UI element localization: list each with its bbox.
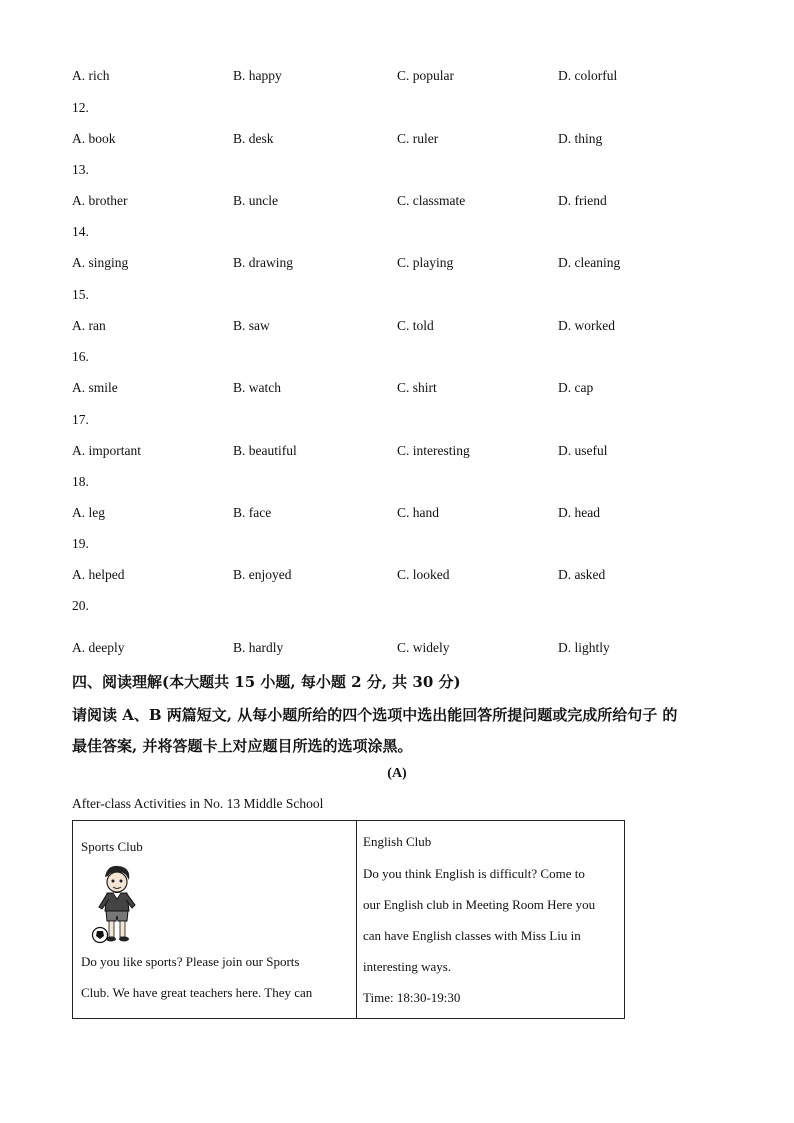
answer-row bbox=[0, 505, 794, 525]
option-c: C. looked bbox=[397, 567, 450, 582]
option-d: D. head bbox=[558, 505, 600, 520]
option-c: C. popular bbox=[397, 68, 454, 83]
clubs-table bbox=[72, 820, 625, 1019]
option-c: C. widely bbox=[397, 640, 450, 655]
answer-row bbox=[0, 193, 794, 213]
option-d: D. useful bbox=[558, 443, 608, 458]
english-club-cell bbox=[357, 821, 625, 1019]
answer-row bbox=[0, 68, 794, 88]
sports-club-text-line: Do you like sports? Please join our Sports bbox=[81, 954, 300, 969]
option-a: A. smile bbox=[72, 380, 118, 395]
answer-row bbox=[0, 380, 794, 400]
option-b: B. beautiful bbox=[233, 443, 297, 458]
answer-row bbox=[0, 255, 794, 275]
question-number: 14. bbox=[72, 224, 89, 239]
english-club-text-line: interesting ways. bbox=[363, 959, 452, 974]
option-d: D. thing bbox=[558, 131, 603, 146]
question-number: 18. bbox=[72, 474, 89, 489]
option-c: C. shirt bbox=[397, 380, 437, 395]
answer-row bbox=[0, 640, 794, 660]
answer-row bbox=[0, 318, 794, 338]
sports-club-title: Sports Club bbox=[81, 839, 143, 854]
question-number: 16. bbox=[72, 349, 89, 364]
option-a: A. ran bbox=[72, 318, 106, 333]
option-d: D. cap bbox=[558, 380, 594, 395]
question-number: 15. bbox=[72, 287, 89, 302]
option-b: B. hardly bbox=[233, 640, 284, 655]
question-number: 19. bbox=[72, 536, 89, 551]
option-c: C. classmate bbox=[397, 193, 466, 208]
option-a: A. important bbox=[72, 443, 141, 458]
option-c: C. ruler bbox=[397, 131, 439, 146]
english-club-title: English Club bbox=[363, 834, 432, 849]
option-d: D. worked bbox=[558, 318, 615, 333]
option-b: B. face bbox=[233, 505, 272, 520]
sports-club-cell bbox=[73, 821, 357, 1019]
option-a: A. book bbox=[72, 131, 116, 146]
option-b: B. watch bbox=[233, 380, 281, 395]
option-d: D. asked bbox=[558, 567, 606, 582]
option-a: A. deeply bbox=[72, 640, 125, 655]
option-a: A. singing bbox=[72, 255, 129, 270]
option-d: D. lightly bbox=[558, 640, 610, 655]
question-number: 12. bbox=[72, 100, 89, 115]
sports-club-text-line: Club. We have great teachers here. They can bbox=[81, 985, 313, 1000]
option-c: C. told bbox=[397, 318, 434, 333]
option-a: A. leg bbox=[72, 505, 105, 520]
option-a: A. rich bbox=[72, 68, 110, 83]
option-d: D. friend bbox=[558, 193, 607, 208]
answer-row bbox=[0, 131, 794, 151]
table-caption: After-class Activities in No. 13 Middle School bbox=[72, 796, 324, 811]
option-b: B. desk bbox=[233, 131, 274, 146]
section-title: 四、阅读理解(本大题共 15 小题, 每小题 2 分, 共 30 分) bbox=[72, 673, 461, 691]
option-d: D. colorful bbox=[558, 68, 618, 83]
question-number: 17. bbox=[72, 412, 89, 427]
option-b: B. uncle bbox=[233, 193, 278, 208]
option-a: A. helped bbox=[72, 567, 125, 582]
english-club-text-line: our English club in Meeting Room Here you bbox=[363, 897, 596, 912]
english-club-text-line: can have English classes with Miss Liu in bbox=[363, 928, 581, 943]
passage-label: (A) bbox=[387, 766, 407, 781]
instruction-line: 请阅读 A、B 两篇短文, 从每小题所给的四个选项中选出能回答所提问题或完成所给句子 的 bbox=[72, 706, 678, 724]
option-b: B. drawing bbox=[233, 255, 293, 270]
option-d: D. cleaning bbox=[558, 255, 621, 270]
answer-row bbox=[0, 567, 794, 587]
instruction-line: 最佳答案, 并将答题卡上对应题目所选的选项涂黑。 bbox=[72, 737, 413, 755]
question-number: 20. bbox=[72, 598, 89, 613]
option-b: B. happy bbox=[233, 68, 282, 83]
boy-with-football-illustration bbox=[91, 863, 141, 945]
english-club-time: Time: 18:30-19:30 bbox=[363, 990, 461, 1005]
option-b: B. enjoyed bbox=[233, 567, 292, 582]
option-c: C. hand bbox=[397, 505, 439, 520]
option-c: C. playing bbox=[397, 255, 454, 270]
question-number: 13. bbox=[72, 162, 89, 177]
english-club-text-line: Do you think English is difficult? Come to bbox=[363, 866, 585, 881]
option-a: A. brother bbox=[72, 193, 128, 208]
answer-row bbox=[0, 443, 794, 463]
option-b: B. saw bbox=[233, 318, 270, 333]
option-c: C. interesting bbox=[397, 443, 470, 458]
